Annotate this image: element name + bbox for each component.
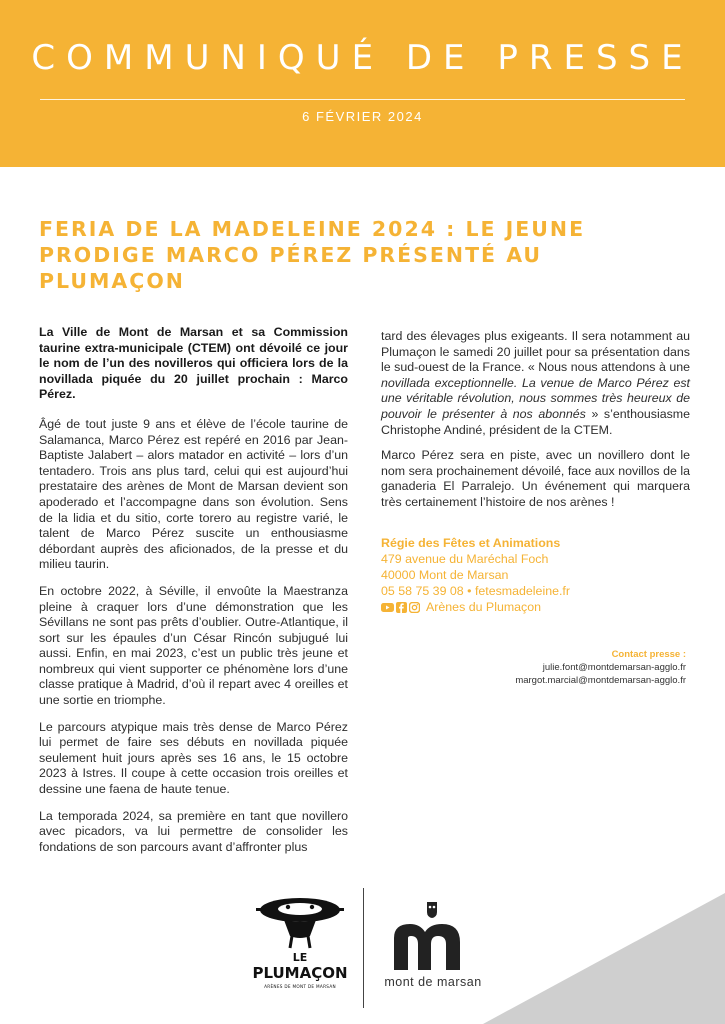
right-column [381, 329, 690, 522]
quote-italic: La venue de Marco Pérez est une véritable révolution, nous sommes très heureux de pouvoir le présenter à nos abonnés [381, 375, 690, 421]
body-paragraph [381, 329, 690, 438]
header-divider [40, 99, 685, 100]
body-paragraph: La temporada 2024, sa première en tant que novillero avec picadors, va lui permettre de consolider les fondations de son parcours avant d’affronter plus [39, 808, 348, 854]
facebook-icon[interactable] [396, 602, 407, 613]
release-date: 6 FÉVRIER 2024 [302, 109, 423, 124]
plumacon-logo [250, 890, 350, 1000]
lead-paragraph: La Ville de Mont de Marsan et sa Commission taurine extra-municipale (CTEM) ont dévoilé ce jour le nom de l’un des novilleros qui officiera lors de la novillada piquée du 20 juillet prochain : Marco Pérez. [39, 325, 348, 402]
text-run: » s’enthousiasme Christophe Andiné, président de la CTEM. [381, 406, 690, 437]
left-column [39, 325, 348, 866]
contact-block [381, 535, 691, 615]
press-email[interactable]: julie.font@montdemarsan-agglo.fr [542, 662, 686, 673]
press-contact [515, 648, 686, 687]
social-handle[interactable]: Arènes du Plumaçon [426, 600, 542, 614]
quote-italic: novillada exceptionnelle [381, 375, 514, 390]
social-line [381, 599, 691, 615]
body-paragraph: Le parcours atypique mais très dense de Marco Pérez lui permet de faire ses débuts en novillada piquée seulement huit jours après ses 16 ans, le 15 octobre 2023 à Istres. Il coupe à cette occasion trois oreilles et dessine une faena de haute tenue. [39, 719, 348, 797]
phone-website-line [381, 583, 691, 599]
text-run: . [513, 375, 522, 390]
logo-text-le: LE [292, 951, 308, 964]
website-link[interactable]: fetesmadeleine.fr [474, 584, 570, 598]
logo-text-plumacon: PLUMAÇON [252, 964, 348, 982]
headline: FERIA DE LA MADELEINE 2024 : LE JEUNE PRODIGE MARCO PÉREZ PRÉSENTÉ AU PLUMAÇON [39, 217, 586, 293]
youtube-icon[interactable] [381, 602, 394, 613]
press-email[interactable]: margot.marcial@montdemarsan-agglo.fr [515, 675, 686, 686]
organization-name: Régie des Fêtes et Animations [381, 536, 561, 550]
city-line: 40000 Mont de Marsan [381, 568, 509, 582]
document-type-title: COMMUNIQUÉ DE PRESSE [31, 38, 694, 78]
bullet-separator: • [467, 584, 472, 598]
header-banner [0, 0, 725, 167]
body-paragraph: Marco Pérez sera en piste, avec un novillero dont le nom sera prochainement dévoilé, face aux novillos de la ganaderia El Parralejo. Un événement qui marquera très certainement l’histoire de nos arènes ! [381, 448, 690, 509]
address-line: 479 avenue du Maréchal Foch [381, 552, 549, 566]
body-paragraph: Âgé de tout juste 9 ans et élève de l’école taurine de Salamanca, Marco Pérez est repéré en 2016 par Jean-Baptiste Jalabert – alors matador en activité – lors d’un tentadero. Trois ans plus tard, celui qui est aujourd’hui prestataire des arènes de Mont de Marsan devient son apoderado et l’accompagne dans son évolution. Sens de la lidia et du sitio, corte torero au registre varié, le talent de Marco Pérez suscite un enthousiasme débordant auprès des aficionados, de la presse et du milieu taurin. [39, 416, 348, 572]
logo-tagline: ARÈNES DE MONT DE MARSAN [264, 984, 336, 989]
logo-divider [363, 888, 364, 1008]
press-contact-label: Contact presse : [611, 649, 686, 660]
instagram-icon[interactable] [409, 602, 420, 613]
text-run: tard des élevages plus exigeants. Il sera notamment au Plumaçon le samedi 20 juillet pour sa présentation dans le sud-ouest de la France. « Nous nous attendons à une [381, 329, 690, 375]
phone-number[interactable]: 05 58 75 39 08 [381, 584, 464, 598]
body-paragraph: En octobre 2022, à Séville, il envoûte la Maestranza pleine à craquer lors d’une démonstration que les Sévillans ne sont pas prêts d’oublier. Outre-Atlantique, il sort sur les épaules d’un César Rincón subjugué lui aussi. Enfin, en mai 2023, c’est un public très jeune et nombreux qui vient supporter ce phénomène lors d’une classe pratique à Madrid, d’où il repart avec 4 oreilles et une sortie en triomphe. [39, 583, 348, 708]
mont-de-marsan-wordmark: mont de marsan [384, 975, 482, 989]
